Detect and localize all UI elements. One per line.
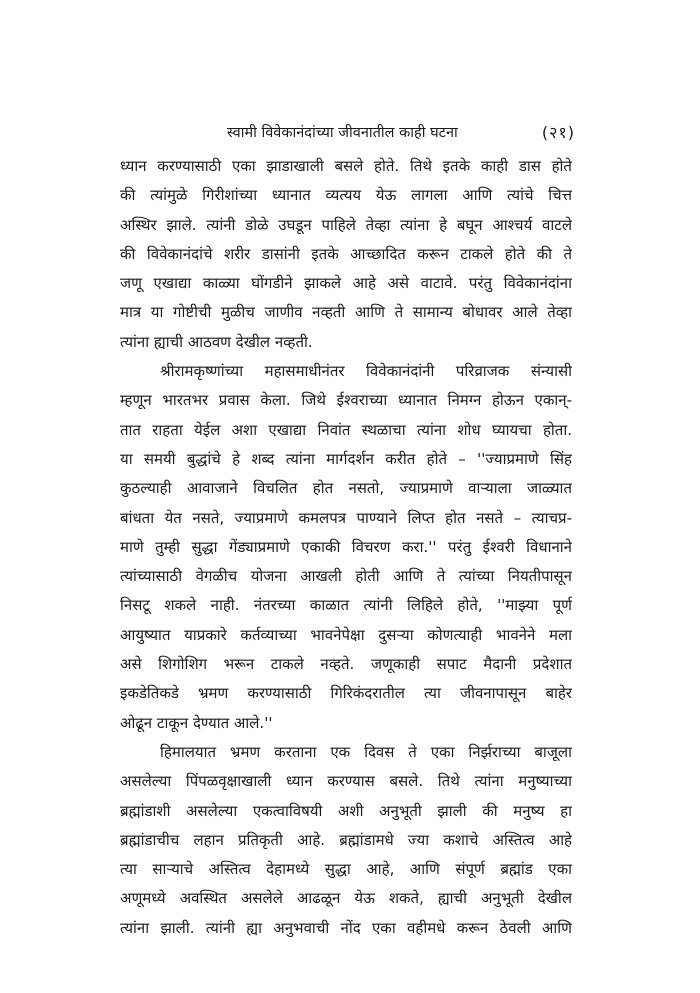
page-number: (२१) — [541, 123, 575, 142]
text-line: ओढून टाकून देण्यात आले.'' — [120, 713, 273, 732]
text-line: ध्यान करण्यासाठी एका झाडाखाली बसले होते. तिथे इतके काही डास होते — [120, 157, 572, 175]
text-line: त्यांना ह्याची आठवण देखील नव्हती. — [120, 332, 313, 351]
text-line: त्यांच्यासाठी वेगळीच योजना आखली होती आणि ते त्यांच्या नियतीपासून — [120, 567, 572, 586]
text-line: बांधता येत नसते, ज्याप्रमाणे कमलपत्र पाण्याने लिप्त होत नसते – त्याचप्र- — [120, 508, 572, 527]
text-line: निसटू शकले नाही. नंतरच्या काळात त्यांनी लिहिले होते, ''माझ्या पूर्ण — [120, 596, 572, 615]
text-line: असे शिगोशिग भरून टाकले नव्हते. जणूकाही सपाट मैदानी प्रदेशात — [120, 655, 572, 674]
text-line: की विवेकानंदांचे शरीर डासांनी इतके आच्छादित करून टाकले होते की ते — [120, 244, 572, 263]
body-text — [120, 152, 572, 943]
paragraph-1 — [120, 152, 572, 357]
text-line: अणूमध्ये अवस्थित असलेले आढळून येऊ शकते, ह्याची अनुभूती देखील — [120, 889, 572, 908]
text-line: तात राहता येईल अशा एखाद्या निवांत स्थळाचा त्यांना शोध घ्यायचा होता. — [120, 420, 572, 439]
text-line: ब्रह्मांडाचीच लहान प्रतिकृती आहे. ब्रह्मांडामधे ज्या कशाचे अस्तित्व आहे — [120, 830, 572, 849]
text-line: जणू एखाद्या काळ्या घोंगडीने झाकले आहे असे वाटावे. परंतु विवेकानंदांना — [120, 274, 572, 293]
text-line: अस्थिर झाले. त्यांनी डोळे उघडून पाहिले तेव्हा त्यांना हे बघून आश्चर्य वाटले — [120, 215, 572, 234]
text-line: श्रीरामकृष्णांच्या महासमाधीनंतर विवेकानंदांनी परिव्राजक संन्यासी — [160, 362, 572, 381]
paragraph-3 — [120, 738, 572, 943]
text-line: असलेल्या पिंपळवृक्षाखाली ध्यान करण्यास बसले. तिथे त्यांना मनुष्याच्या — [120, 772, 572, 791]
text-line: की त्यांमुळे गिरीशांच्या ध्यानात व्यत्यय येऊ लागला आणि त्यांचे चित्त — [120, 186, 572, 205]
text-line: त्यांना झाली. त्यांनी ह्या अनुभवाची नोंद एका वहीमधे करून ठेवली आणि — [120, 918, 572, 937]
text-line: या समयी बुद्धांचे हे शब्द त्यांना मार्गदर्शन करीत होते – ''ज्याप्रमाणे सिंह — [120, 449, 572, 468]
text-line: आयुष्यात याप्रकारे कर्तव्याच्या भावनेपेक्षा दुसऱ्या कोणत्याही भावनेने मला — [120, 625, 572, 644]
text-line: त्या साऱ्याचे अस्तित्व देहामध्ये सुद्धा आहे, आणि संपूर्ण ब्रह्मांड एका — [120, 860, 572, 879]
text-line: कुठल्याही आवाजाने विचलित होत नसतो, ज्याप्रमाणे वाऱ्याला जाळ्यात — [120, 479, 572, 498]
text-line: मात्र या गोष्टीची मुळीच जाणीव नव्हती आणि ते सामान्य बोधावर आले तेव्हा — [120, 303, 572, 322]
chapter-title: स्वामी विवेकानंदांच्या जीवनातील काही घटना — [227, 125, 458, 141]
text-line: म्हणून भारतभर प्रवास केला. जिथे ईश्वराच्या ध्यानात निमग्न होऊन एकान्- — [120, 391, 572, 410]
paragraph-2 — [120, 357, 572, 738]
text-line: इकडेतिकडे भ्रमण करण्यासाठी गिरिकंदरातील त्या जीवनापासून बाहेर — [120, 684, 572, 703]
text-line: ब्रह्मांडाशी असलेल्या एकत्वाविषयी अशी अनुभूती झाली की मनुष्य हा — [120, 801, 572, 820]
text-line: माणे तुम्ही सुद्धा गेंड्याप्रमाणे एकाकी विचरण करा.'' परंतु ईश्वरी विधानाने — [120, 537, 572, 556]
text-line: हिमालयात भ्रमण करताना एक दिवस ते एका निर्झराच्या बाजूला — [160, 742, 572, 761]
running-header — [205, 122, 575, 146]
